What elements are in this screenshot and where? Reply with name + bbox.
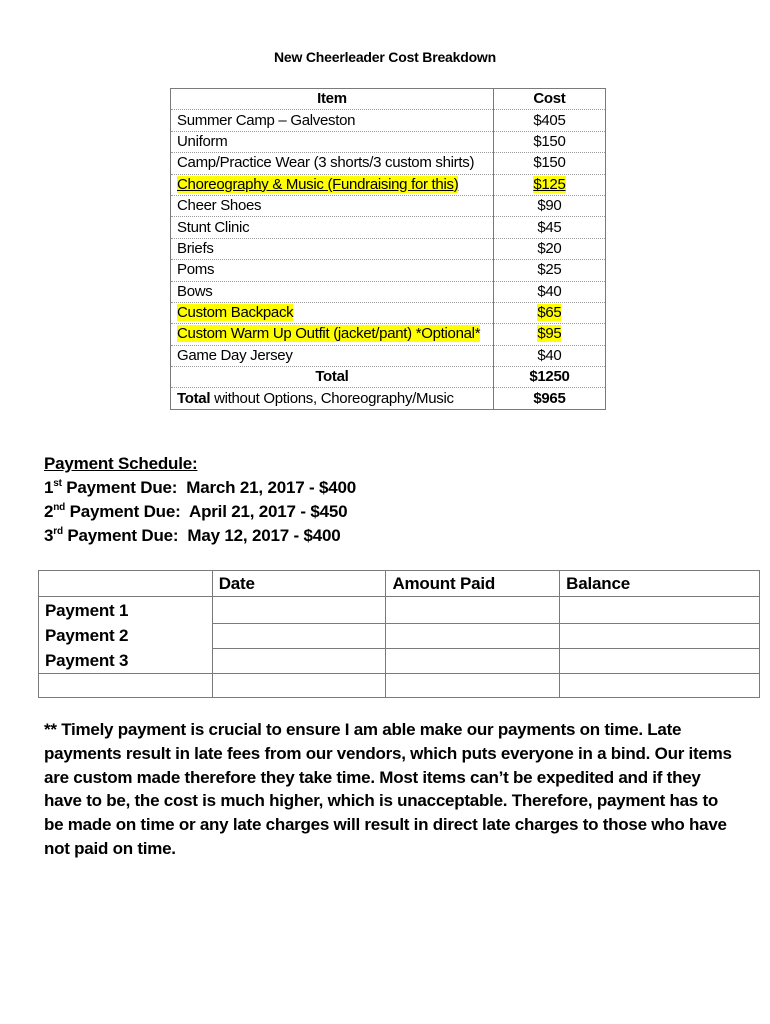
cost-row xyxy=(171,345,606,366)
payment-number: 2 xyxy=(44,502,54,521)
cost-row-item xyxy=(171,174,494,195)
cost-value: $20 xyxy=(537,239,562,257)
empty-cell[interactable] xyxy=(386,674,560,698)
cost-row-value xyxy=(493,260,605,281)
payment-due-line xyxy=(44,476,356,500)
amount-paid-cell[interactable] xyxy=(386,649,560,674)
item-label: Cheer Shoes xyxy=(177,197,262,215)
cost-row-value xyxy=(493,174,605,195)
total-without-options-bold: Total xyxy=(177,389,211,407)
empty-row xyxy=(39,674,760,698)
payment-row xyxy=(39,624,760,649)
cost-row xyxy=(171,238,606,259)
cost-row-value xyxy=(493,131,605,152)
amount-paid-column-header: Amount Paid xyxy=(386,571,560,597)
item-label: Bows xyxy=(177,282,213,300)
ordinal-suffix: st xyxy=(53,478,62,489)
cost-row-highlighted xyxy=(171,302,606,323)
cost-column-header: Cost xyxy=(493,89,605,110)
cost-row-item xyxy=(171,260,494,281)
cost-row-item xyxy=(171,131,494,152)
ordinal-suffix: nd xyxy=(53,502,66,513)
date-cell[interactable] xyxy=(212,597,386,624)
cost-row-item xyxy=(171,345,494,366)
payment-due-line xyxy=(44,500,356,524)
cost-row-item xyxy=(171,302,494,323)
payment-due-line xyxy=(44,524,356,548)
item-label: Game Day Jersey xyxy=(177,346,293,364)
payment-tracking-table xyxy=(38,570,760,698)
payment-due-text: Payment Due: April 21, 2017 - $450 xyxy=(65,502,348,521)
cost-row-item xyxy=(171,153,494,174)
date-cell[interactable] xyxy=(212,624,386,649)
payment-schedule xyxy=(44,452,356,548)
item-label: Choreography & Music (Fundraising for this) xyxy=(177,175,459,193)
total-label: Total xyxy=(171,367,494,388)
page-title: New Cheerleader Cost Breakdown xyxy=(274,49,496,65)
date-cell[interactable] xyxy=(212,649,386,674)
cost-value: $40 xyxy=(537,282,562,300)
payment-table-header-row xyxy=(39,571,760,597)
cost-value: $45 xyxy=(537,218,562,236)
cost-breakdown-table xyxy=(170,88,606,410)
cost-value: $25 xyxy=(537,261,562,279)
payment-schedule-heading: Payment Schedule: xyxy=(44,454,198,473)
payment-number: 1 xyxy=(44,478,54,497)
timely-payment-note: ** Timely payment is crucial to ensure I am able make our payments on time. Late payments result in late fees from our vendors, which puts everyone in a bind. Our items are custom made therefore they take time. Most items can’t be expedited and if they have to be, the cost is much higher, which is unacceptable. Therefore, payment has to be made on time or any late charges will result in direct late charges to those who have not paid on time. xyxy=(44,720,732,858)
amount-paid-cell[interactable] xyxy=(386,624,560,649)
cost-row-item xyxy=(171,281,494,302)
date-column-header: Date xyxy=(212,571,386,597)
item-label: Camp/Practice Wear (3 shorts/3 custom shirts) xyxy=(177,154,475,172)
empty-cell[interactable] xyxy=(560,674,760,698)
cost-value: $90 xyxy=(537,197,562,215)
ordinal-suffix: rd xyxy=(53,526,63,537)
cost-value: $150 xyxy=(533,154,566,172)
cost-row-value xyxy=(493,153,605,174)
cost-value: $95 xyxy=(537,325,562,343)
cost-row-value xyxy=(493,345,605,366)
total-without-options-row xyxy=(171,388,606,409)
cost-row xyxy=(171,217,606,238)
cost-row-value xyxy=(493,238,605,259)
balance-cell[interactable] xyxy=(560,649,760,674)
payment-row-label: Payment 1 xyxy=(39,597,213,624)
balance-cell[interactable] xyxy=(560,624,760,649)
cost-value: $405 xyxy=(533,111,566,129)
total-without-options-rest: without Options, Choreography/Music xyxy=(210,389,454,407)
cost-row xyxy=(171,153,606,174)
total-without-options-value: $965 xyxy=(493,388,605,409)
cost-row xyxy=(171,260,606,281)
cost-table-header-row xyxy=(171,89,606,110)
cost-value: $125 xyxy=(533,175,566,193)
cost-row-highlighted xyxy=(171,324,606,345)
empty-cell[interactable] xyxy=(212,674,386,698)
payment-row xyxy=(39,597,760,624)
payment-due-text: Payment Due: May 12, 2017 - $400 xyxy=(62,526,341,545)
payment-due-text: Payment Due: March 21, 2017 - $400 xyxy=(61,478,356,497)
cost-value: $150 xyxy=(533,132,566,150)
total-without-options-label xyxy=(171,388,494,409)
cost-row-value xyxy=(493,302,605,323)
cost-row-item xyxy=(171,195,494,216)
cost-row-highlighted xyxy=(171,174,606,195)
cost-row xyxy=(171,281,606,302)
payment-row xyxy=(39,649,760,674)
cost-row-item xyxy=(171,238,494,259)
total-value: $1250 xyxy=(493,367,605,388)
payment-row-label: Payment 3 xyxy=(39,649,213,674)
cost-row xyxy=(171,131,606,152)
item-column-header: Item xyxy=(171,89,494,110)
cost-row-item xyxy=(171,324,494,345)
corner-cell xyxy=(39,571,213,597)
cost-row-value xyxy=(493,195,605,216)
item-label: Summer Camp – Galveston xyxy=(177,111,356,129)
cost-row xyxy=(171,110,606,131)
cost-value: $40 xyxy=(537,346,562,364)
cost-value: $65 xyxy=(537,304,562,322)
amount-paid-cell[interactable] xyxy=(386,597,560,624)
item-label: Uniform xyxy=(177,132,228,150)
item-label: Briefs xyxy=(177,239,214,257)
cost-row-value xyxy=(493,281,605,302)
cost-row-item xyxy=(171,217,494,238)
balance-cell[interactable] xyxy=(560,597,760,624)
cost-row xyxy=(171,195,606,216)
empty-cell[interactable] xyxy=(39,674,213,698)
item-label: Custom Warm Up Outfit (jacket/pant) *Optional* xyxy=(177,325,481,343)
cost-row-value xyxy=(493,110,605,131)
cost-row-value xyxy=(493,324,605,345)
payment-row-label: Payment 2 xyxy=(39,624,213,649)
total-row xyxy=(171,367,606,388)
item-label: Custom Backpack xyxy=(177,304,294,322)
balance-column-header: Balance xyxy=(560,571,760,597)
item-label: Stunt Clinic xyxy=(177,218,250,236)
cost-row-item xyxy=(171,110,494,131)
cost-row-value xyxy=(493,217,605,238)
item-label: Poms xyxy=(177,261,215,279)
payment-number: 3 xyxy=(44,526,54,545)
